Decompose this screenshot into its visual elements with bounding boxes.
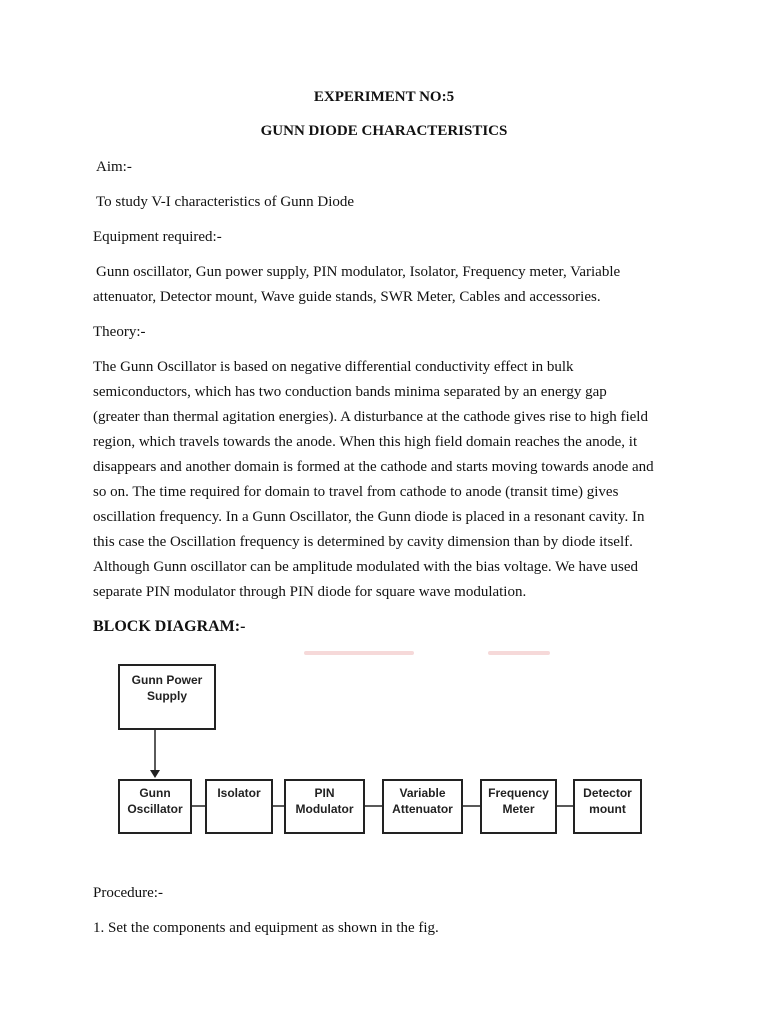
- block-label: Modulator: [295, 802, 354, 816]
- theory-line: The Gunn Oscillator is based on negative differential conductivity effect in bulk: [93, 359, 574, 375]
- block-label: Isolator: [217, 786, 261, 800]
- block-detector-mount: [573, 779, 642, 834]
- block-label: Gunn Power: [131, 673, 203, 687]
- block-label: Variable: [399, 786, 446, 800]
- block-isolator: [205, 779, 273, 834]
- block-label: Meter: [502, 802, 535, 816]
- document-title: GUNN DIODE CHARACTERISTICS: [260, 123, 508, 139]
- block-label: Gunn: [139, 786, 171, 800]
- block-label: Attenuator: [392, 802, 453, 816]
- block-label: Detector: [583, 786, 632, 800]
- theory-line: Although Gunn oscillator can be amplitude modulated with the bias voltage. We have used: [93, 559, 639, 575]
- equipment-line: attenuator, Detector mount, Wave guide stands, SWR Meter, Cables and accessories.: [93, 289, 601, 305]
- power-arrow-head: [150, 770, 160, 778]
- block-label: Frequency: [488, 786, 549, 800]
- block-label: PIN: [314, 786, 335, 800]
- theory-line: disappears and another domain is formed at the cathode and starts moving towards anode and: [93, 459, 654, 475]
- theory-line: separate PIN modulator through PIN diode for square wave modulation.: [93, 584, 527, 600]
- theory-line: so on. The time required for domain to travel from cathode to anode (transit time) gives: [93, 484, 619, 500]
- block-variable-attenuator: [382, 779, 463, 834]
- block-pin-modulator: [284, 779, 365, 834]
- theory-label: Theory:-: [93, 324, 146, 340]
- theory-line: (greater than thermal agitation energies). A disturbance at the cathode gives rise to high field: [93, 409, 648, 425]
- aim-text: To study V-I characteristics of Gunn Diode: [96, 194, 355, 210]
- theory-line: semiconductors, which has two conduction bands minima separated by an energy gap: [93, 384, 607, 400]
- theory-line: this case the Oscillation frequency is determined by cavity dimension than by diode itself.: [93, 534, 633, 550]
- block-label: Supply: [146, 689, 187, 703]
- procedure-step: 1. Set the components and equipment as shown in the fig.: [93, 920, 439, 936]
- block-diagram-heading: BLOCK DIAGRAM:-: [93, 618, 246, 635]
- theory-line: oscillation frequency. In a Gunn Oscillator, the Gunn diode is placed in a resonant cavity. In: [93, 509, 645, 525]
- experiment-number: EXPERIMENT NO:5: [313, 89, 455, 105]
- procedure-label: Procedure:-: [93, 885, 163, 901]
- block-frequency-meter: [480, 779, 557, 834]
- equipment-line: Gunn oscillator, Gun power supply, PIN modulator, Isolator, Frequency meter, Variable: [96, 264, 621, 280]
- block-label: mount: [589, 802, 626, 816]
- aim-label: Aim:-: [96, 159, 132, 175]
- block-gunn-power-supply: [118, 664, 216, 730]
- block-label: Oscillator: [127, 802, 183, 816]
- block-gunn-oscillator: [118, 779, 192, 834]
- equipment-label: Equipment required:-: [93, 229, 222, 245]
- theory-line: region, which travels towards the anode. When this high field domain reaches the anode, it: [93, 434, 638, 450]
